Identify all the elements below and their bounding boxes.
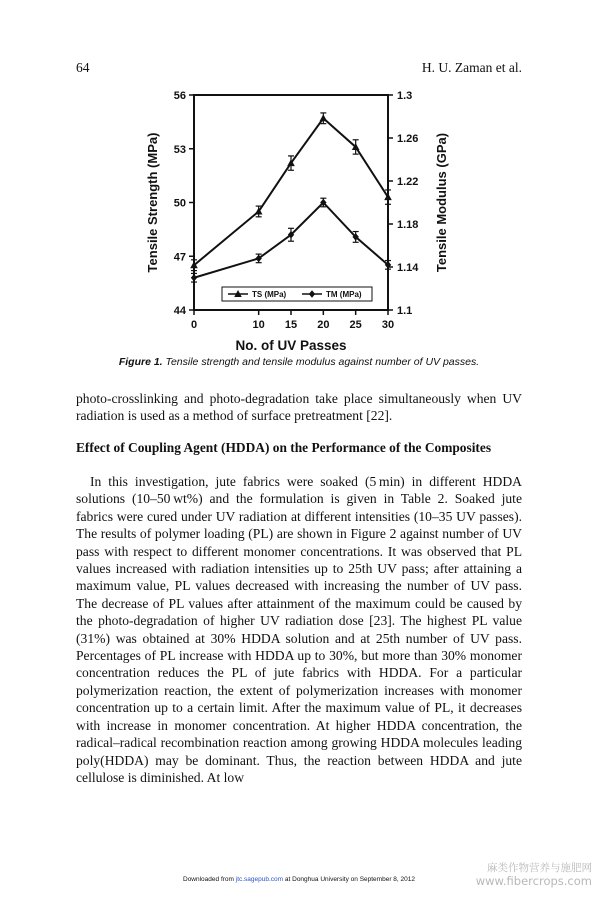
watermark-line1: 麻类作物营养与施肥网 [487,862,592,874]
y-right-tick-label: 1.14 [397,262,419,274]
paragraph-hdda: In this investigation, jute fabrics were soaked (5 min) in different HDDA solutions (10–50 wt%) and the formulation is given in Table 2. Soaked jute fabrics were cured under UV radiation at different intensities (10–35 UV passes). The results of polymer loading (PL) are shown in Figure 2 against number of UV pass with respect to different monomer concentrations. It was observed that PL values increased with radiation intensities up to 25th UV pass; after attaining a maximum value, PL values decreased with increasing the number of UV pass. The decrease of PL values after attainment of the maximum could be caused by the photo-degradation of higher UV radiation dose [23]. The highest PL value (31%) was obtained at 30% HDDA solution and at 25th number of UV pass. Percentages of PL increase with HDDA up to 30%, but more than 30% monomer concentration reduces the PL of jute fabrics with HDDA. For a particular polymerization reaction, the extent of polymerization increases with monomer concentration up to a certain limit. After the maximum value of PL, it decreases with increase in monomer concentration. At higher HDDA concentration, the radical–radical recombination reaction among growing HDDA molecules leading poly(HDDA) may be dominant. Thus, the reaction between HDDA and jute cellulose is diminished. At low [76,474,522,785]
y-right-tick-label: 1.26 [397,133,419,145]
data-point-ts [320,114,328,121]
footer-link[interactable]: jtc.sagepub.com [235,876,284,883]
caption-label: Figure 1. [118,356,163,368]
x-axis-label: No. of UV Passes [235,338,347,353]
x-tick-label: 0 [190,319,198,331]
figure-caption [76,356,522,368]
footer-prefix: Downloaded from [183,876,236,883]
y-right-tick-label: 1.1 [397,305,413,317]
legend-label: TM (MPa) [326,290,362,299]
y-right-tick-label: 1.22 [397,176,419,188]
plot-frame [194,95,388,310]
paragraph-continuation: photo-crosslinking and photo-degradation take place simultaneously when UV radiation is used as a method of surface pretreatment [22]. [76,391,522,424]
x-tick-label: 25 [349,319,362,331]
running-head: H. U. Zaman et al. [421,60,522,75]
y-left-axis-label: Tensile Strength (MPa) [145,132,160,273]
x-tick-label: 10 [252,319,265,331]
y-left-tick-label: 50 [173,197,186,210]
legend-label: TS (MPa) [252,290,287,299]
figure-1-chart [140,82,460,354]
y-right-axis-label: Tensile Modulus (GPa) [434,132,449,273]
footer-suffix: at Donghua University on September 8, 2012 [283,876,415,883]
y-left-tick-label: 44 [173,305,186,317]
data-point-tm [191,274,197,282]
page-number: 64 [76,60,90,75]
watermark-line2: www.fibercrops.com [475,874,592,888]
y-right-tick-label: 1.3 [397,90,413,102]
x-tick-label: 20 [317,319,330,331]
x-tick-label: 15 [284,319,298,331]
caption-text: Tensile strength and tensile modulus against number of UV passes. [165,356,480,368]
x-tick-label: 30 [381,319,395,331]
section-heading: Effect of Coupling Agent (HDDA) on the Performance of the Composites [76,440,492,455]
y-left-tick-label: 53 [173,143,186,156]
series-line-ts [194,118,388,265]
y-left-tick-label: 47 [173,251,186,264]
y-right-tick-label: 1.18 [397,219,419,231]
y-left-tick-label: 56 [173,90,186,102]
watermark [476,862,592,888]
